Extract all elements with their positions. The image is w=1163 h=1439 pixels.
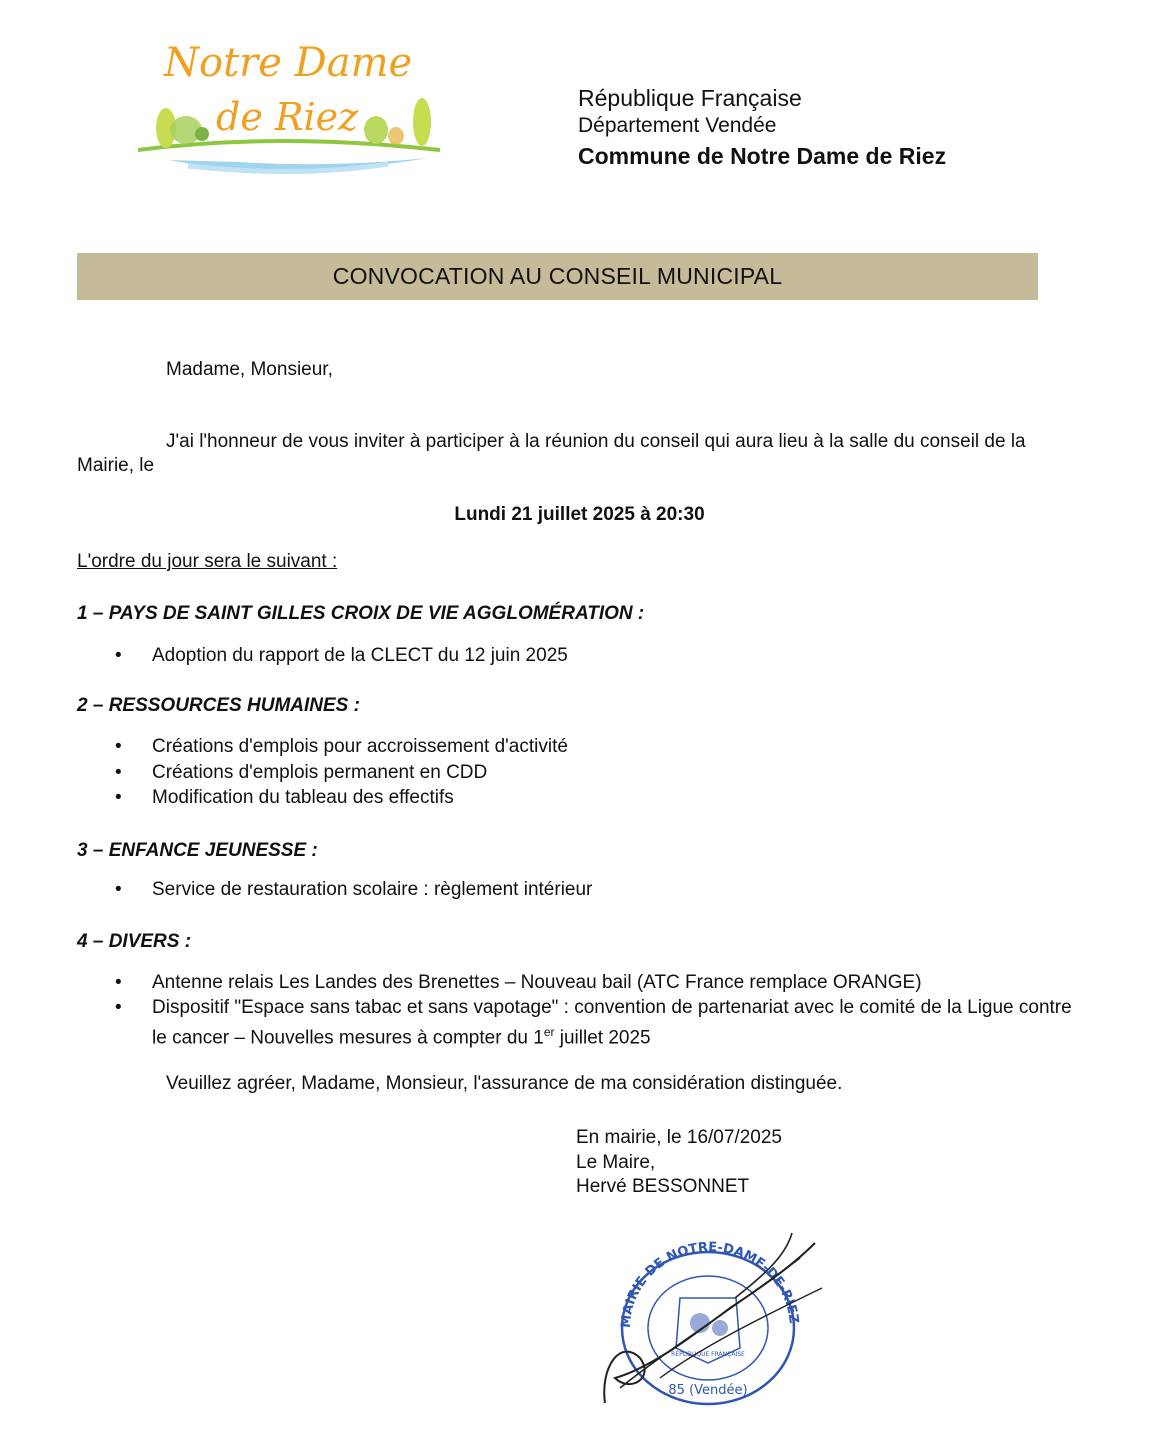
list-item: • Modification du tableau des effectifs	[77, 785, 1087, 811]
stamp-bottom-text: 85 (Vendée)	[668, 1383, 748, 1398]
section-title: 2 – RESSOURCES HUMAINES :	[77, 695, 360, 716]
closing-formula: Veuillez agréer, Madame, Monsieur, l'assurance de ma considération distinguée.	[166, 1073, 843, 1094]
list-item: • Créations d'emplois permanent en CDD	[77, 760, 1087, 786]
agenda-intro: L'ordre du jour sera le suivant :	[77, 551, 338, 572]
logo-line-2: de Riez	[216, 95, 359, 139]
title-banner	[77, 253, 1038, 300]
document-title: CONVOCATION AU CONSEIL MUNICIPAL	[332, 263, 783, 289]
svg-text:MAIRIE DE NOTRE-DAME-DE-RIEZ	[619, 1240, 801, 1328]
list-item-text-end: juillet 2025	[554, 1026, 651, 1048]
section-title: 4 – DIVERS :	[77, 931, 192, 952]
official-stamp	[560, 1228, 850, 1408]
stamp-center-text: RÉPUBLIQUE FRANÇAISE	[671, 1351, 745, 1358]
section-items	[77, 643, 1087, 669]
intro-paragraph: J'ai l'honneur de vous inviter à participer à la réunion du conseil qui aura lieu à la salle du conseil de la Mairie, le	[77, 431, 1026, 476]
section-title: 3 – ENFANCE JEUNESSE :	[77, 840, 318, 861]
header-commune: Commune de Notre Dame de Riez	[578, 143, 947, 169]
signature-name: Hervé BESSONNET	[576, 1176, 750, 1197]
section-items	[77, 877, 1087, 903]
list-item: • Adoption du rapport de la CLECT du 12 juin 2025	[77, 643, 1087, 669]
section-items	[77, 734, 1087, 811]
section-items	[77, 970, 1087, 1050]
letterhead	[578, 84, 946, 170]
section-title: 1 – PAYS DE SAINT GILLES CROIX DE VIE AGGLOMÉRATION :	[77, 603, 645, 624]
header-department: Département Vendée	[578, 114, 777, 137]
signature-place-date: En mairie, le 16/07/2025	[576, 1127, 782, 1148]
list-item: • Service de restauration scolaire : règlement intérieur	[77, 877, 1087, 903]
logo-line-1: Notre Dame	[164, 40, 413, 86]
signature-block	[576, 1126, 782, 1200]
signature-role: Le Maire,	[576, 1151, 656, 1173]
list-item: • Créations d'emplois pour accroissement d'activité	[77, 734, 1087, 760]
meeting-date: Lundi 21 juillet 2025 à 20:30	[454, 504, 705, 525]
stamp-ring-text: MAIRIE DE NOTRE-DAME-DE-RIEZ	[618, 1240, 801, 1329]
salutation: Madame, Monsieur,	[166, 359, 333, 380]
commune-logo	[128, 32, 448, 192]
list-item: • Antenne relais Les Landes des Brenettes – Nouveau bail (ATC France remplace ORANGE)	[77, 970, 1087, 996]
list-item-text: Dispositif "Espace sans tabac et sans vapotage" : convention de partenariat avec le comité de la Ligue contre le cancer – Nouvelles mesures à compter du 1	[152, 996, 1072, 1048]
header-republic: République Française	[578, 85, 802, 111]
superscript: er	[543, 1024, 555, 1039]
list-item	[77, 996, 1087, 1050]
